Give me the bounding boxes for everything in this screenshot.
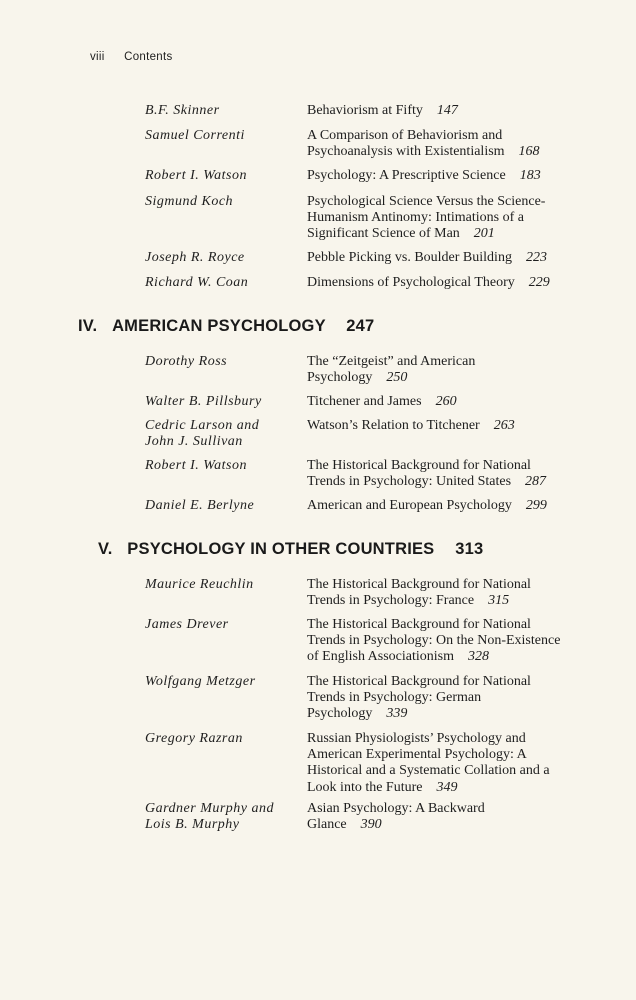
entry-title (307, 168, 597, 184)
entry-title (307, 128, 597, 160)
entry-page-number: 315 (488, 593, 510, 609)
entry-author: Cedric Larson and John J. Sullivan (145, 418, 260, 450)
entry-page-number: 223 (525, 250, 547, 265)
entry-title (307, 394, 597, 410)
entry-page-number: 229 (528, 275, 550, 290)
entry-author: Samuel Correnti (145, 128, 245, 143)
entry-title (307, 458, 597, 490)
entry-author: Richard W. Coan (145, 275, 249, 290)
entry-title-text: Dimensions of Psychological Theory (307, 275, 515, 290)
entry-title-text: Asian Psychology: A Backward Glance (307, 801, 485, 833)
entry-title (307, 354, 597, 386)
section-title: PSYCHOLOGY IN OTHER COUNTRIES (127, 540, 435, 558)
entry-author: B.F. Skinner (145, 103, 220, 118)
entry-author: Wolfgang Metzger (145, 674, 256, 689)
entry-title (307, 103, 597, 119)
section-number: V. (98, 540, 113, 558)
page-number: viii (90, 51, 105, 63)
entry-title-text: The Historical Background for National Trends in Psychology: France (307, 577, 531, 609)
entry-author: Dorothy Ross (145, 354, 228, 369)
entry-author: Gregory Razran (145, 731, 243, 746)
section-number: IV. (78, 317, 98, 335)
entry-title-text: Psychology: A Prescriptive Science (307, 168, 506, 183)
entry-page-number: 287 (525, 474, 547, 490)
entry-title (307, 577, 597, 609)
entry-title-text: The Historical Background for National Trends in Psychology: On the Non-Existence of English Associationism (307, 617, 561, 665)
entry-title (307, 617, 597, 666)
entry-page-number: 183 (519, 168, 541, 183)
entry-title-text: Pebble Picking vs. Boulder Building (307, 250, 512, 265)
entry-author: Sigmund Koch (145, 194, 234, 209)
entry-author: Joseph R. Royce (145, 250, 245, 265)
entry-author: Maurice Reuchlin (145, 577, 254, 592)
entry-title-text: Watson’s Relation to Titchener (307, 418, 480, 433)
entry-page-number: 250 (386, 370, 408, 386)
entry-author: Gardner Murphy and Lois B. Murphy (145, 801, 275, 833)
entry-title-text: The “Zeitgeist” and American Psychology (307, 354, 476, 386)
entry-title-text: Psychological Science Versus the Science- Humanism Antinomy: Intimations of a Significant Science of Man (307, 194, 546, 242)
entry-title-text: Titchener and James (307, 394, 422, 409)
entry-author: Daniel E. Berlyne (145, 498, 255, 513)
running-title: Contents (124, 51, 173, 63)
entry-title (307, 731, 597, 796)
section-title: AMERICAN PSYCHOLOGY (112, 317, 326, 335)
entry-page-number: 349 (436, 779, 458, 795)
entry-page-number: 147 (436, 103, 458, 118)
entry-page-number: 260 (435, 394, 457, 409)
section-heading-iv (78, 317, 374, 336)
entry-title (307, 250, 597, 266)
entry-title-text: Russian Physiologists’ Psychology and American Experimental Psychology: A Historical and a Systematic Collation and a Look into the Future (307, 731, 550, 795)
entry-title (307, 801, 597, 833)
entry-title-text: A Comparison of Behaviorism and Psychoanalysis with Existentialism (307, 128, 505, 160)
entry-title-text: American and European Psychology (307, 498, 512, 513)
entry-page-number: 168 (518, 144, 540, 160)
entry-author: Walter B. Pillsbury (145, 394, 262, 409)
running-header (90, 51, 173, 63)
entry-page-number: 299 (525, 498, 547, 513)
entry-title-text: The Historical Background for National Trends in Psychology: German Psychology (307, 674, 531, 722)
entry-title (307, 194, 597, 243)
entry-page-number: 390 (360, 817, 382, 833)
entry-author: Robert I. Watson (145, 458, 247, 473)
entry-title-text: The Historical Background for National Trends in Psychology: United States (307, 458, 531, 490)
entry-page-number: 201 (473, 226, 495, 242)
entry-title (307, 418, 597, 434)
section-page: 247 (346, 317, 375, 335)
entry-page-number: 339 (386, 706, 408, 722)
entry-title (307, 498, 597, 514)
section-page: 313 (455, 540, 484, 558)
entry-page-number: 263 (493, 418, 515, 433)
entry-author: Robert I. Watson (145, 168, 247, 183)
entry-title-text: Behaviorism at Fifty (307, 103, 423, 118)
entry-title (307, 275, 597, 291)
section-heading-v (98, 540, 483, 559)
entry-page-number: 328 (468, 649, 489, 665)
entry-title (307, 674, 597, 723)
entry-author: James Drever (145, 617, 229, 632)
